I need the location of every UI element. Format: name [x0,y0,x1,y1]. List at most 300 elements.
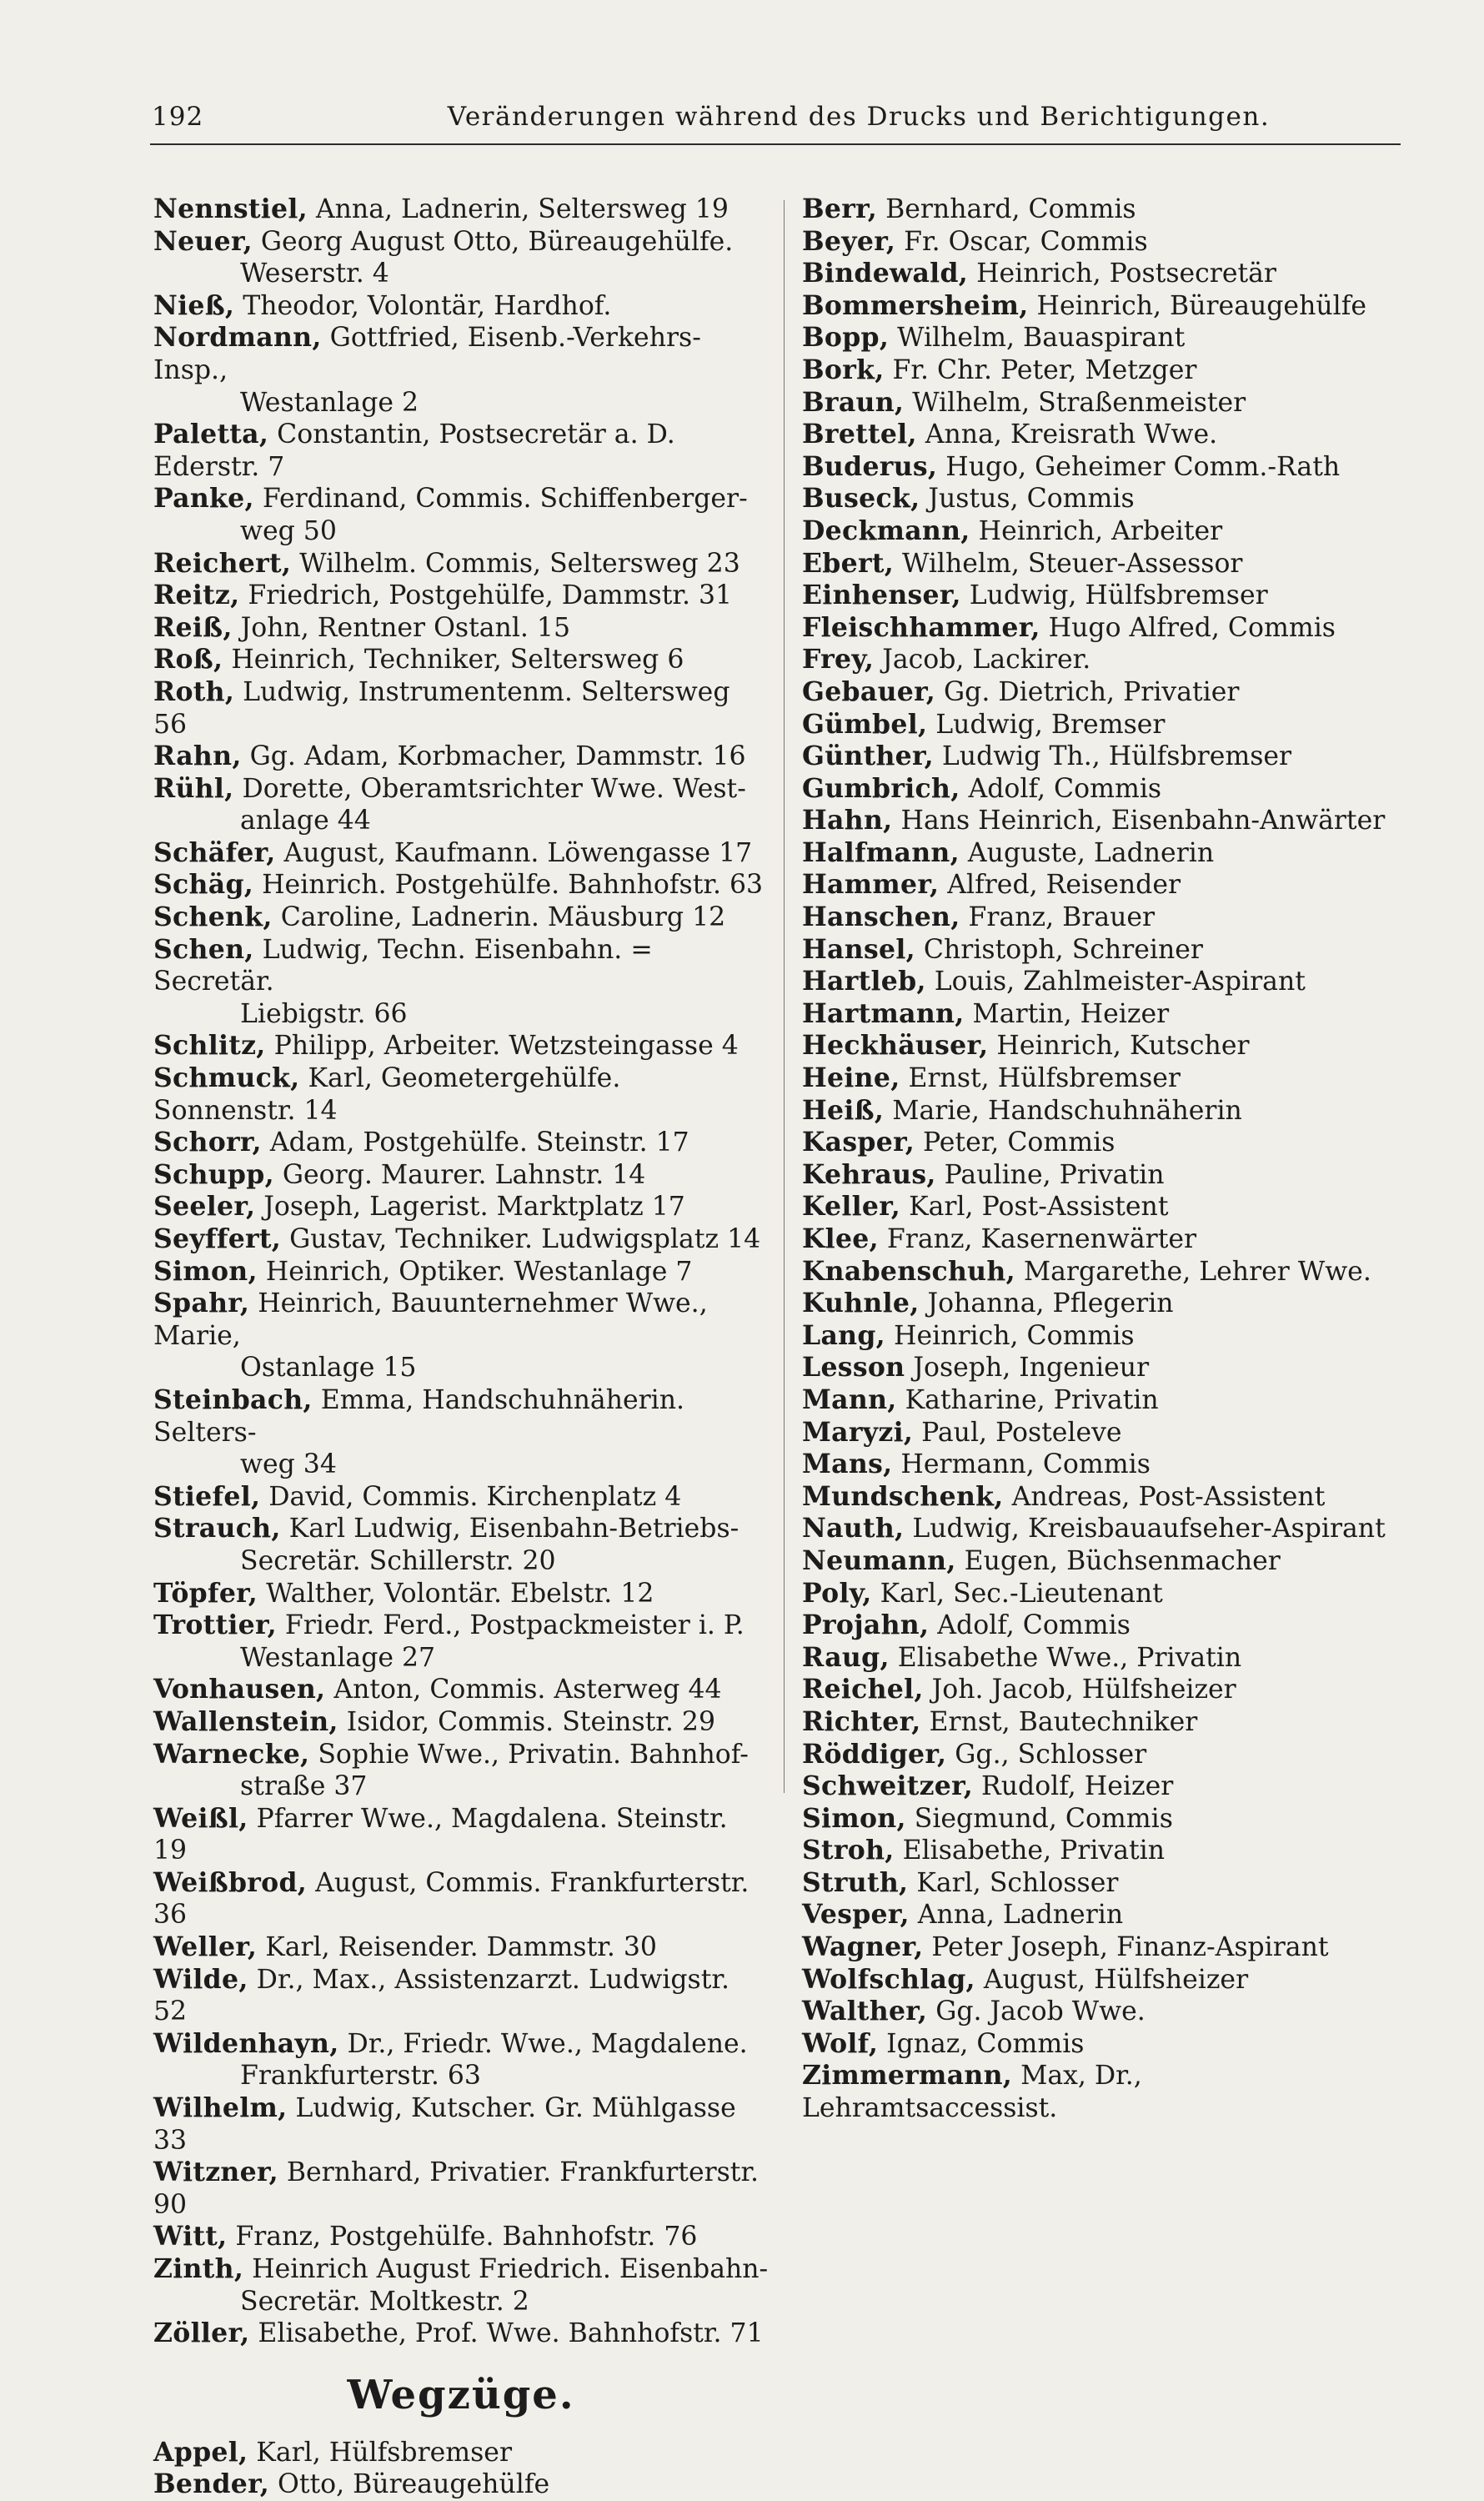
entry-surname: Schweitzer, [802,1770,974,1802]
entry-details: Wilhelm, Steuer-Assessor [902,548,1243,579]
entry-surname: Lang, [802,1319,885,1351]
entry-details: Ludwig, Techn. Eisenbahn. = Secretär. [153,934,653,997]
entry-details: Eugen, Büchsenmacher [964,1545,1281,1576]
directory-entry [802,1062,1386,1095]
directory-entry [802,1674,1386,1706]
entry-details: Anna, Ladnerin [917,1900,1124,1931]
entry-surname: Nennstiel, [153,193,308,224]
entry-surname: Reichert, [153,547,292,579]
directory-entry [802,226,1386,259]
entry-surname: Weißbrod, [153,1866,308,1898]
entry-details: Heinrich, Optiker. Westanlage 7 [265,1256,693,1287]
entry-details: Georg. Maurer. Lahnstr. 14 [282,1159,646,1190]
entry-details: Karl, Hülfsbremser [256,2437,513,2468]
entry-details: Ferdinand, Commis. Schiffenberger- [262,484,748,515]
entry-details: Justus, Commis [928,484,1135,515]
directory-entry [802,483,1386,515]
entry-surname: Simon, [153,1255,258,1287]
directory-entry [153,1739,769,1803]
entry-details: Ernst, Bautechniker [929,1706,1198,1737]
entry-surname: Schäfer, [153,836,276,868]
entry-details: Heinrich, Arbeiter [978,515,1223,546]
entry-details: Joseph, Ingenieur [913,1353,1150,1384]
entry-surname: Simon, [802,1802,906,1834]
entry-details: Franz, Kasernenwärter [886,1224,1197,1254]
entry-surname: Mann, [802,1384,897,1415]
entry-surname: Poly, [802,1577,872,1609]
entry-details: Heinrich, Commis [893,1320,1135,1351]
entry-surname: Steinbach, [153,1384,313,1415]
directory-entry [153,290,769,323]
entry-details: Hermann, Commis [900,1449,1151,1480]
directory-entry [153,869,769,901]
entry-surname: Witzner, [153,2157,278,2188]
entry-continuation: Frankfurterstr. 63 [240,2061,481,2092]
entry-details: Friedrich, Postgehülfe, Dammstr. 31 [248,580,733,611]
entry-surname: Fleischhammer, [802,611,1040,643]
entry-details: Adam, Postgehülfe. Steinstr. 17 [269,1127,689,1158]
entry-details: Karl, Sec.-Lieutenant [880,1578,1163,1609]
entry-continuation: weg 34 [240,1449,337,1480]
directory-entry [153,837,769,870]
directory-entry [153,1674,769,1706]
directory-entry [153,2437,769,2469]
entry-surname: Bork, [802,354,885,385]
directory-entry [153,1127,769,1159]
entry-continuation: straße 37 [240,1771,368,1802]
entry-details: Dr., Friedr. Wwe., Magdalene. [347,2028,748,2059]
entry-surname: Bopp, [802,322,890,354]
directory-entry [153,2468,769,2501]
entry-details: Heinrich, Postsecretär [976,259,1276,289]
entry-surname: Vesper, [802,1899,910,1931]
entry-surname: Weller, [153,1931,258,1963]
entry-details: Ignaz, Commis [886,2028,1085,2059]
entry-surname: Strauch, [153,1513,281,1544]
entry-surname: Hartmann, [802,997,965,1029]
entry-surname: Nauth, [802,1513,905,1544]
directory-entry [802,1835,1386,1867]
directory-entry [802,322,1386,354]
section-heading-departures: Wegzüge. [347,2371,575,2418]
entry-surname: Wildenhayn, [153,2027,339,2059]
entry-details: Georg August Otto, Büreaugehülfe. [260,226,734,257]
directory-entry [802,934,1386,967]
directory-entry [802,1095,1386,1127]
right-entry-list [802,193,1386,2125]
directory-entry [802,1191,1386,1223]
directory-entry [802,676,1386,709]
directory-entry [153,2318,769,2350]
entry-details: Andreas, Post-Assistent [1011,1481,1326,1512]
entry-details: Fr. Oscar, Commis [904,226,1148,257]
entry-details: Jacob, Lackirer. [882,645,1091,675]
entry-surname: Heine, [802,1062,900,1094]
entry-details: Margarethe, Lehrer Wwe. [1023,1256,1371,1287]
entry-details: David, Commis. Kirchenplatz 4 [268,1481,682,1512]
directory-entry [802,2028,1386,2061]
entry-details: Bernhard, Commis [885,194,1136,224]
directory-entry [802,1320,1386,1353]
entry-surname: Günther, [802,741,934,772]
directory-entry [802,1127,1386,1159]
entry-details: Ludwig, Bremser [935,709,1166,740]
entry-details: Karl, Post-Assistent [909,1192,1169,1223]
directory-entry [802,1739,1386,1771]
entry-surname: Struth, [802,1866,909,1898]
entry-surname: Keller, [802,1191,901,1223]
directory-entry [153,322,769,419]
entry-details: Joh. Jacob, Hülfsheizer [931,1675,1236,1705]
entry-details: Johanna, Pflegerin [927,1288,1174,1319]
entry-surname: Stroh, [802,1835,895,1866]
entry-details: Hugo Alfred, Commis [1048,612,1336,643]
directory-entry [802,1223,1386,1256]
directory-entry [802,419,1386,451]
directory-entry [802,1384,1386,1417]
entry-continuation: Liebigstr. 66 [240,998,408,1029]
entry-surname: Schmuck, [153,1062,300,1094]
column-divider [784,200,785,1793]
entry-details: Ernst, Hülfsbremser [908,1063,1181,1094]
entry-surname: Braun, [802,386,905,418]
entry-details: Hugo, Geheimer Comm.-Rath [945,451,1341,482]
directory-entry [153,2221,769,2253]
entry-details: August, Hülfsheizer [983,1964,1249,1995]
directory-entry [802,901,1386,934]
directory-entry [153,483,769,547]
entry-surname: Kehraus, [802,1158,936,1190]
directory-entry [802,1578,1386,1610]
entry-surname: Bender, [153,2468,270,2500]
entry-details: Karl, Schlosser [916,1867,1119,1898]
entry-details: Emma, Handschuhnäherin. Selters- [153,1384,685,1448]
entry-surname: Seeler, [153,1191,256,1223]
entry-surname: Kasper, [802,1127,915,1158]
directory-entry [153,548,769,580]
entry-details: Wilhelm, Straßenmeister [912,387,1246,418]
entry-details: Gg. Dietrich, Privatier [944,676,1240,707]
entry-continuation: Westanlage 2 [240,387,419,418]
directory-entry [802,1610,1386,1642]
directory-entry [153,1481,769,1514]
entry-surname: Richter, [802,1705,921,1737]
directory-entry [802,773,1386,806]
directory-entry [802,869,1386,901]
entry-details: Wilhelm, Bauaspirant [897,323,1186,354]
directory-entry [802,1513,1386,1545]
entry-surname: Schupp, [153,1158,274,1190]
entry-surname: Reiß, [153,611,233,643]
directory-entry [802,2060,1386,2124]
directory-entry [153,901,769,934]
entry-details: Gg. Adam, Korbmacher, Dammstr. 16 [249,741,746,772]
entry-details: Heinrich, Techniker, Seltersweg 6 [231,645,684,675]
entry-surname: Weißl, [153,1802,248,1834]
entry-details: Karl, Reisender. Dammstr. 30 [265,1932,657,1963]
left-entry-list [153,193,769,2350]
entry-details: Auguste, Ladnerin [967,837,1215,868]
entry-details: Ludwig, Kutscher. Gr. Mühlgasse 33 [153,2093,736,2156]
entry-details: Sophie Wwe., Privatin. Bahnhof- [318,1739,749,1770]
directory-entry [802,1867,1386,1900]
entry-details: Adolf, Commis [937,1610,1131,1641]
entry-details: Otto, Büreaugehülfe [278,2469,550,2500]
directory-entry [153,1030,769,1062]
entry-details: Dorette, Oberamtsrichter Wwe. West- [242,773,746,804]
directory-entry [153,1610,769,1674]
entry-surname: Wallenstein, [153,1705,338,1737]
entry-details: Peter Joseph, Finanz-Aspirant [931,1932,1329,1963]
directory-entry [153,1256,769,1288]
directory-entry [802,1417,1386,1449]
entry-surname: Hammer, [802,869,940,901]
entry-surname: Halfmann, [802,836,960,868]
directory-entry [802,1159,1386,1192]
entry-surname: Brettel, [802,419,917,450]
directory-entry [153,1964,769,2028]
entry-surname: Paletta, [153,419,269,450]
entry-surname: Wolf, [802,2027,879,2059]
right-column [802,193,1386,2125]
entry-details: Franz, Brauer [968,902,1156,933]
entry-surname: Spahr, [153,1288,250,1319]
entry-details: Martin, Heizer [972,998,1170,1029]
entry-surname: Wilhelm, [153,2092,288,2124]
entry-continuation: Westanlage 27 [240,1642,436,1673]
directory-entry [802,258,1386,290]
entry-details: Hans Heinrich, Eisenbahn-Anwärter [900,806,1386,836]
entry-surname: Raug, [802,1641,890,1673]
entry-details: Gottfried, Eisenb.-Verkehrs-Insp., [153,323,701,385]
entry-surname: Projahn, [802,1610,930,1641]
directory-entry [802,1545,1386,1578]
directory-entry [153,1513,769,1577]
page-header [150,93,1401,145]
entry-details: Pfarrer Wwe., Magdalena. Steinstr. 19 [153,1803,728,1866]
directory-entry [802,580,1386,612]
entry-details: Christoph, Schreiner [923,934,1203,965]
entry-details: Katharine, Privatin [905,1384,1159,1415]
entry-details: Anna, Ladnerin, Seltersweg 19 [315,194,729,224]
entry-surname: Bommersheim, [802,289,1029,321]
entry-surname: Einhenser, [802,580,961,611]
entry-details: Anton, Commis. Asterweg 44 [333,1675,722,1705]
entry-surname: Warnecke, [153,1738,310,1770]
directory-entry [802,1481,1386,1514]
directory-entry [802,1642,1386,1675]
entry-surname: Vonhausen, [153,1674,326,1705]
directory-entry [802,1706,1386,1739]
directory-entry [153,644,769,676]
entry-details: Joseph, Lagerist. Marktplatz 17 [263,1192,685,1223]
directory-entry [153,1706,769,1739]
entry-surname: Hartleb, [802,966,926,997]
directory-entry [802,644,1386,676]
entry-surname: Deckmann, [802,515,970,546]
directory-entry [802,998,1386,1031]
directory-entry [802,1352,1386,1384]
directory-entry [802,1288,1386,1320]
directory-entry [153,1867,769,1931]
entry-surname: Röddiger, [802,1738,947,1770]
entry-details: Fr. Chr. Peter, Metzger [892,354,1197,385]
entry-surname: Roß, [153,644,223,675]
entry-details: Ludwig Th., Hülfsbremser [941,741,1292,772]
entry-details: Heinrich August Friedrich. Eisenbahn- [252,2254,769,2284]
entry-surname: Reichel, [802,1674,924,1705]
entry-surname: Ebert, [802,547,894,579]
departure-entry-list [153,2437,769,2501]
entry-details: Heinrich, Büreaugehülfe [1036,290,1367,321]
directory-entry [153,580,769,612]
entry-details: Walther, Volontär. Ebelstr. 12 [266,1578,654,1609]
entry-surname: Wagner, [802,1931,924,1963]
entry-details: Franz, Postgehülfe. Bahnhofstr. 76 [235,2222,698,2252]
directory-entry [153,1578,769,1610]
directory-entry [802,290,1386,323]
entry-details: Caroline, Ladnerin. Mäusburg 12 [280,902,726,933]
entry-details: Theodor, Volontär, Hardhof. [243,290,612,321]
entry-surname: Reitz, [153,580,240,611]
page-number: 192 [152,102,204,132]
entry-details: Dr., Max., Assistenzarzt. Ludwigstr. 52 [153,1964,729,2027]
entry-details: Karl Ludwig, Eisenbahn-Betriebs- [288,1514,739,1544]
entry-surname: Klee, [802,1223,879,1254]
entry-details: Bernhard, Privatier. Frankfurterstr. 90 [153,2157,760,2220]
entry-details: Pauline, Privatin [944,1159,1165,1190]
directory-entry [153,773,769,837]
entry-details: Friedr. Ferd., Postpackmeister i. P. [284,1610,745,1641]
entry-details: John, Rentner Ostanl. 15 [240,612,571,643]
entry-surname: Wilde, [153,1963,248,1995]
entry-surname: Schorr, [153,1127,262,1158]
entry-details: Karl, Geometergehülfe. Sonnenstr. 14 [153,1063,621,1126]
entry-details: Marie, Handschuhnäherin [892,1095,1242,1126]
directory-entry [802,805,1386,837]
entry-surname: Seyffert, [153,1223,282,1254]
directory-entry [802,1996,1386,2028]
entry-surname: Neumann, [802,1544,956,1576]
entry-details: Siegmund, Commis [914,1803,1173,1834]
entry-details: Elisabethe, Privatin [902,1836,1166,1866]
entry-surname: Hansel, [802,933,915,965]
entry-surname: Gumbrich, [802,772,960,804]
directory-entry [153,1159,769,1192]
entry-details: Heinrich, Bauunternehmer Wwe., Marie, [153,1288,708,1351]
directory-entry [802,387,1386,419]
entry-details: Ludwig, Kreisbauaufseher-Aspirant [912,1514,1386,1544]
entry-surname: Panke, [153,483,254,515]
entry-surname: Mundschenk, [802,1480,1004,1512]
directory-entry [802,1899,1386,1931]
entry-details: Wilhelm. Commis, Seltersweg 23 [299,548,740,579]
entry-details: Peter, Commis [922,1127,1116,1158]
entry-surname: Schäg, [153,869,254,901]
entry-surname: Gümbel, [802,708,928,740]
entry-surname: Beyer, [802,225,896,257]
entry-surname: Schlitz, [153,1030,266,1062]
entry-details: Heinrich. Postgehülfe. Bahnhofstr. 63 [262,870,764,901]
entry-details: Gustav, Techniker. Ludwigsplatz 14 [289,1224,761,1254]
entry-surname: Nordmann, [153,322,322,354]
directory-entry [153,2253,769,2318]
entry-surname: Frey, [802,644,875,675]
directory-entry [802,966,1386,998]
directory-entry [802,1256,1386,1288]
entry-details: Gg., Schlosser [955,1739,1147,1770]
directory-entry [153,1191,769,1223]
directory-entry [802,1964,1386,1996]
entry-details: Constantin, Postsecretär a. D. Ederstr. 7 [153,419,675,482]
entry-details: Alfred, Reisender [947,870,1181,901]
directory-entry [802,1770,1386,1803]
entry-details: Isidor, Commis. Steinstr. 29 [346,1706,715,1737]
directory-entry [153,1931,769,1964]
entry-details: Ludwig, Hülfsbremser [969,580,1268,611]
entry-surname: Berr, [802,193,878,224]
entry-details: Elisabethe Wwe., Privatin [897,1642,1242,1673]
entry-continuation: weg 50 [240,515,337,546]
directory-entry [153,1223,769,1256]
entry-surname: Zinth, [153,2253,244,2284]
directory-entry [153,419,769,483]
entry-details: Louis, Zahlmeister-Aspirant [934,967,1306,997]
entry-details: Rudolf, Heizer [981,1771,1174,1802]
entry-surname: Buseck, [802,483,920,515]
directory-entry [802,515,1386,548]
entry-details: Paul, Posteleve [921,1417,1122,1448]
directory-entry [802,1449,1386,1481]
entry-details: August, Kaufmann. Löwengasse 17 [283,837,753,868]
directory-entry [802,451,1386,484]
directory-entry [802,354,1386,387]
entry-details: Gg. Jacob Wwe. [935,1996,1146,2027]
entry-surname: Zöller, [153,2318,250,2349]
entry-surname: Gebauer, [802,675,935,707]
entry-surname: Heckhäuser, [802,1030,989,1062]
directory-entry [153,612,769,645]
directory-entry [153,193,769,226]
directory-entry [153,2092,769,2157]
entry-surname: Stiefel, [153,1480,261,1512]
entry-surname: Zimmermann, [802,2060,1013,2092]
directory-entry [153,1062,769,1127]
entry-surname: Wolfschlag, [802,1963,975,1995]
entry-surname: Schen, [153,933,254,965]
entry-details: Elisabethe, Prof. Wwe. Bahnhofstr. 71 [258,2318,764,2349]
directory-entry [153,741,769,773]
directory-entry [802,1803,1386,1836]
directory-entry [153,934,769,1031]
entry-surname: Hahn, [802,805,893,836]
entry-continuation: Secretär. Schillerstr. 20 [240,1545,556,1576]
entry-continuation: Ostanlage 15 [240,1353,417,1384]
directory-entry [802,741,1386,773]
entry-surname: Hanschen, [802,901,960,933]
entry-surname: Rühl, [153,772,234,804]
entry-surname: Heiß, [802,1094,885,1126]
entry-details: Ludwig, Instrumentenm. Seltersweg 56 [153,676,730,740]
entry-surname: Buderus, [802,450,938,482]
directory-entry [153,226,769,290]
entry-details: Adolf, Commis [968,773,1162,804]
entry-surname: Walther, [802,1996,928,2027]
directory-entry [802,709,1386,741]
directory-entry [802,1931,1386,1964]
entry-surname: Schenk, [153,901,273,933]
directory-entry [802,612,1386,645]
